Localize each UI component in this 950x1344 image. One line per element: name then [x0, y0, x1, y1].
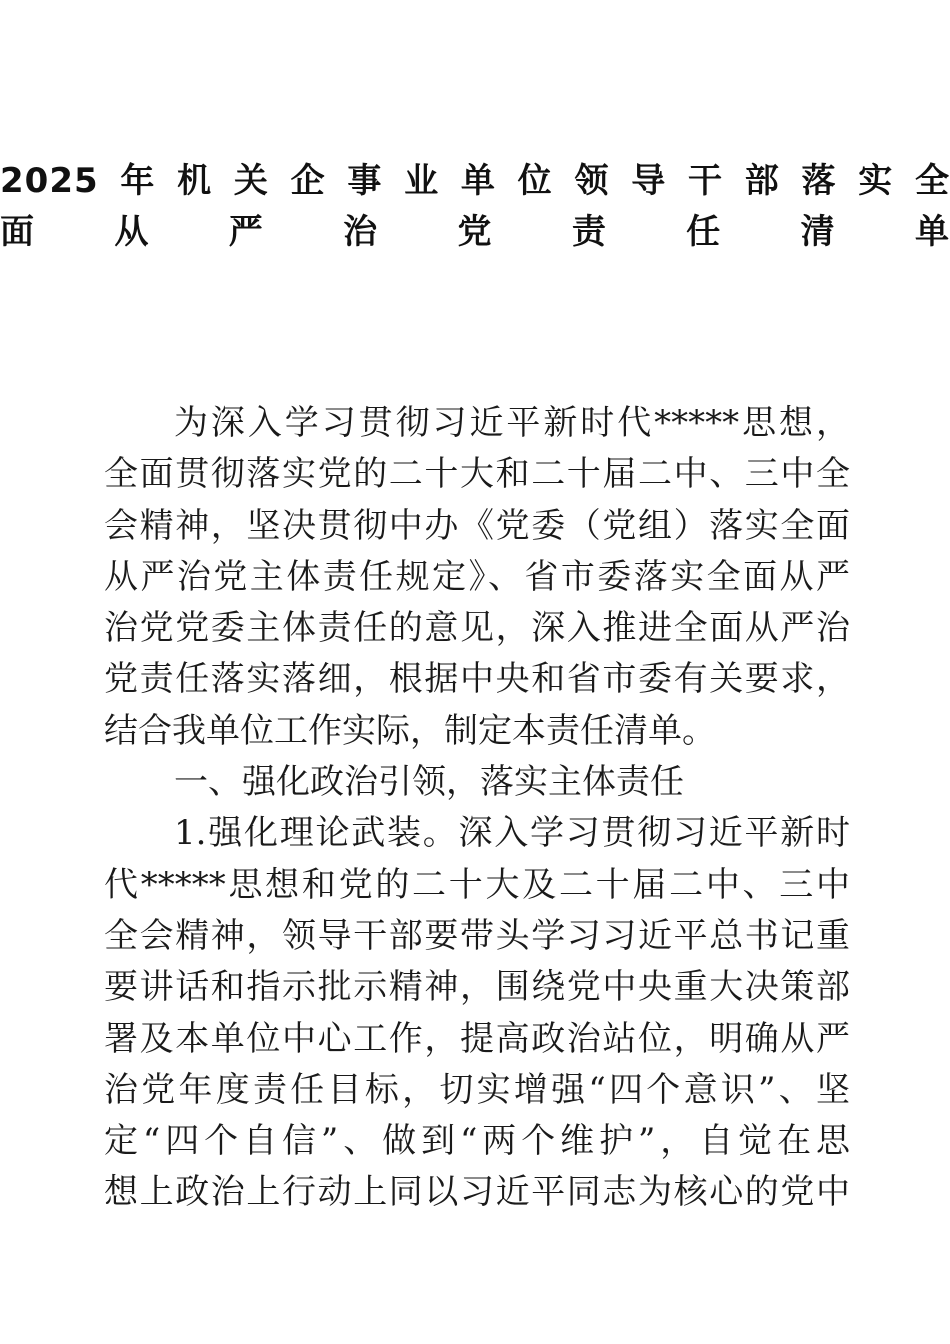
paragraph-line: 从严治党主体责任规定》、省市委落实全面从严	[104, 556, 850, 597]
paragraph-line: 党责任落实落细，根据中央和省市委有关要求，	[104, 659, 850, 700]
paragraph-line: 会精神，坚决贯彻中办《党委（党组）落实全面	[104, 505, 850, 546]
title-line: 面从严治党责任清单	[0, 212, 950, 253]
paragraph-line: 定“四个自信”、做到“两个维护”，自觉在思	[104, 1121, 850, 1162]
paragraph-line: 署及本单位中心工作，提高政治站位，明确从严	[104, 1018, 850, 1059]
paragraph-line: 全面贯彻落实党的二十大和二十届二中、三中全	[104, 454, 850, 495]
paragraph-line: 要讲话和指示批示精神，围绕党中央重大决策部	[104, 967, 850, 1008]
paragraph-line: 想上政治上行动上同以习近平同志为核心的党中	[104, 1172, 850, 1213]
paragraph-line: 全会精神，领导干部要带头学习习近平总书记重	[104, 915, 850, 956]
paragraph-line: 治党党委主体责任的意见，深入推进全面从严治	[104, 608, 850, 649]
section-heading	[104, 757, 850, 808]
paragraph-line: 为深入学习贯彻习近平新时代*****思想，	[174, 403, 850, 443]
intro-paragraph	[104, 398, 850, 757]
document-body	[104, 398, 850, 1219]
paragraph-line: 结合我单位工作实际，制定本责任清单。	[104, 710, 716, 751]
item-paragraph	[104, 808, 850, 1218]
paragraph-line: 1.强化理论武装。深入学习贯彻习近平新时	[174, 813, 850, 854]
document-title	[0, 156, 950, 259]
paragraph-line: 代*****思想和党的二十大及二十届二中、三中	[104, 864, 850, 905]
paragraph-line: 治党年度责任目标，切实增强“四个意识”、坚	[104, 1069, 850, 1110]
title-line: 2025年机关企事业单位领导干部落实全	[0, 161, 950, 201]
section-heading-text: 一、强化政治引领，落实主体责任	[174, 762, 684, 803]
